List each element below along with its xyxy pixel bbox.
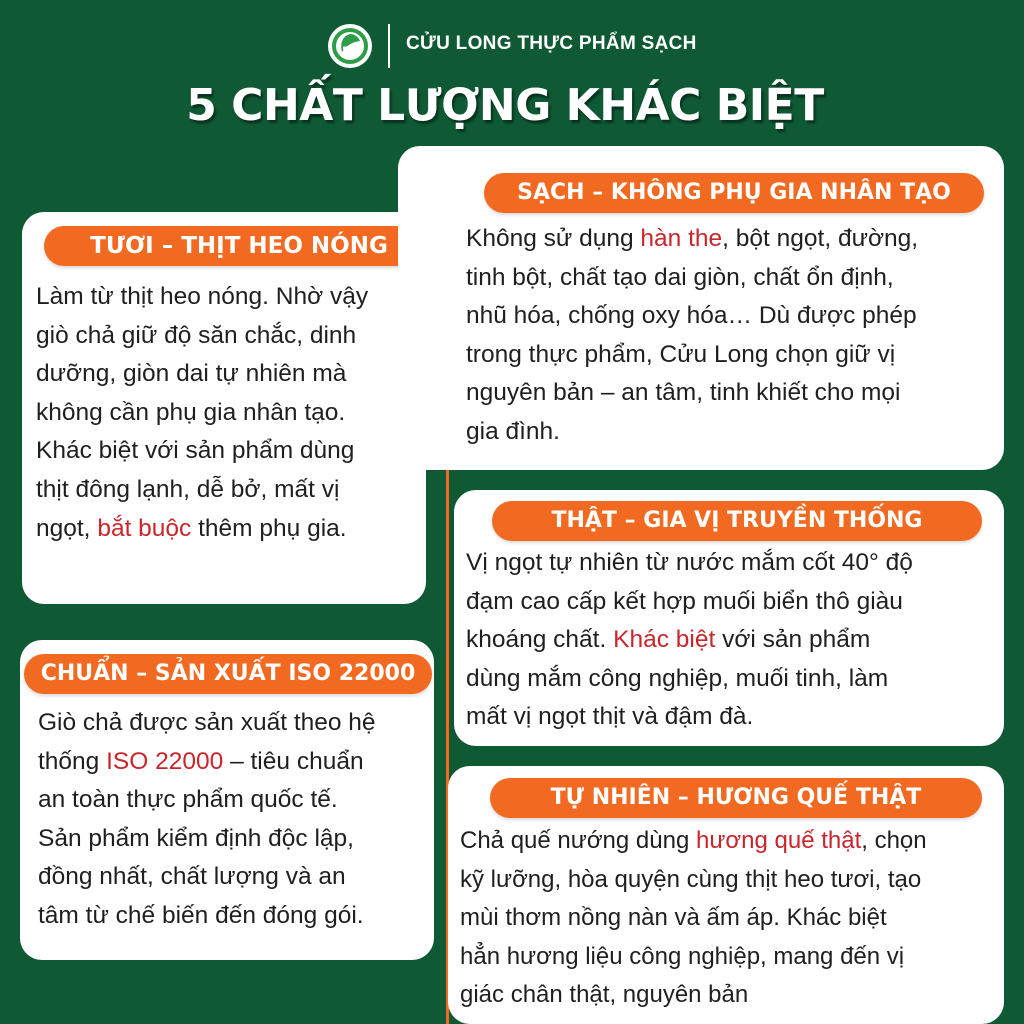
- text-line: thống ISO 22000 – tiêu chuẩn: [38, 747, 364, 775]
- text-line: dưỡng, giòn dai tự nhiên mà: [36, 360, 347, 388]
- card-heading-tu-nhien: TỰ NHIÊN – HƯƠNG QUẾ THẬT: [490, 778, 982, 818]
- text-line: Không sử dụng hàn the, bột ngọt, đường,: [466, 225, 919, 252]
- text-line: đạm cao cấp kết hợp muối biển thô giàu: [466, 587, 903, 615]
- text-line: Sản phẩm kiểm định độc lập,: [38, 824, 354, 852]
- text-line: giò chả giữ độ săn chắc, dinh: [36, 321, 357, 349]
- text-line: tâm từ chế biến đến đóng gói.: [38, 901, 364, 929]
- leaf-circle-logo: [328, 24, 372, 68]
- text-line: trong thực phẩm, Cửu Long chọn giữ vị: [466, 340, 896, 368]
- text-line: thịt đông lạnh, dễ bở, mất vị: [36, 475, 340, 503]
- brand-divider: [388, 24, 390, 68]
- card-tuoi: [22, 212, 426, 604]
- highlight-text: hương quế thật: [695, 827, 862, 854]
- text-line: nguyên bản – an tâm, tinh khiết cho mọi: [466, 379, 901, 407]
- brand-name: CỬU LONG THỰC PHẨM SẠCH: [406, 33, 697, 54]
- text-line: Giò chả được sản xuất theo hệ: [38, 709, 376, 736]
- text-line: mùi thơm nồng nàn và ấm áp. Khác biệt: [460, 904, 887, 932]
- text-line: Khác biệt với sản phẩm dùng: [36, 437, 355, 465]
- highlight-text: bắt buộc: [97, 514, 192, 542]
- text-line: an toàn thực phẩm quốc tế.: [38, 786, 338, 814]
- highlight-text: ISO 22000: [106, 747, 224, 775]
- text-line: Làm từ thịt heo nóng. Nhờ vậy: [36, 283, 369, 310]
- text-line: hẳn hương liệu công nghiệp, mang đến vị: [460, 942, 905, 970]
- text-line: dùng mắm công nghiệp, muối tinh, làm: [466, 664, 889, 692]
- text-line: giác chân thật, nguyên bản: [460, 981, 749, 1009]
- text-line: khoáng chất. Khác biệt với sản phẩm: [466, 626, 871, 654]
- card-heading-that: THẬT – GIA VỊ TRUYỀN THỐNG: [492, 501, 982, 541]
- card-body: [466, 220, 996, 452]
- text-line: Chả quế nướng dùng hương quế thật, chọn: [460, 827, 927, 854]
- highlight-text: Khác biệt: [613, 626, 716, 654]
- text-line: không cần phụ gia nhân tạo.: [36, 398, 346, 426]
- text-line: đồng nhất, chất lượng và an: [38, 863, 346, 891]
- card-body: [38, 704, 428, 936]
- card-heading-tuoi: TƯƠI – THỊT HEO NÓNG: [44, 226, 434, 266]
- text-line: mất vị ngọt thịt và đậm đà.: [466, 703, 754, 731]
- text-line: ngọt, bắt buộc thêm phụ gia.: [36, 514, 347, 542]
- text-line: gia đình.: [466, 417, 560, 445]
- text-line: kỹ lưỡng, hòa quyện cùng thịt heo tươi, tạo: [460, 865, 922, 893]
- brand-bar: [0, 22, 1024, 70]
- card-heading-sach: SẠCH – KHÔNG PHỤ GIA NHÂN TẠO: [484, 173, 984, 213]
- text-line: nhũ hóa, chống oxy hóa… Dù được phép: [466, 302, 917, 330]
- page-title: 5 CHẤT LƯỢNG KHÁC BIỆT: [186, 80, 824, 131]
- text-line: Vị ngọt tự nhiên từ nước mắm cốt 40° độ: [466, 549, 913, 576]
- text-line: tinh bột, chất tạo dai giòn, chất ổn định,: [466, 263, 894, 291]
- card-body: [36, 278, 426, 548]
- card-body: [466, 544, 1000, 737]
- highlight-text: hàn the: [640, 225, 723, 252]
- card-body: [460, 822, 1002, 1015]
- card-heading-chuan: CHUẨN – SẢN XUẤT ISO 22000: [24, 654, 432, 694]
